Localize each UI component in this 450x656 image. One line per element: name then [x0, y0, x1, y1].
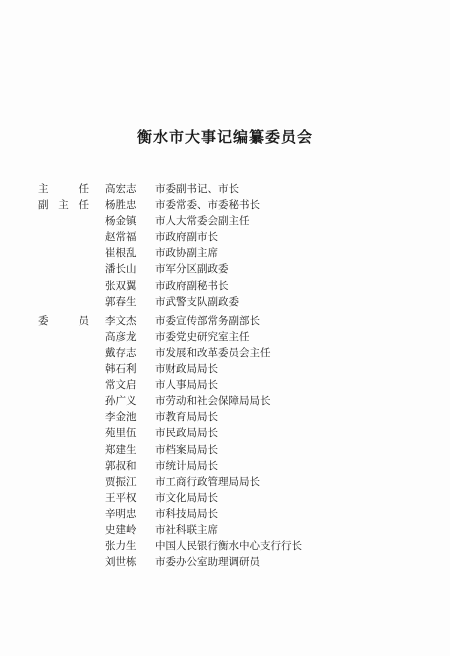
member-row [38, 329, 405, 345]
member-name: 苑里伍 [105, 427, 137, 440]
member-post: 市政府副秘书长 [155, 279, 229, 292]
member-role [38, 538, 105, 554]
member-role [38, 506, 105, 522]
role-character: 主 [58, 199, 69, 212]
member-role [38, 442, 105, 458]
member-row [38, 261, 405, 277]
member-role [38, 197, 89, 213]
member-role [38, 329, 105, 345]
member-row [38, 245, 405, 261]
member-post: 市政府副市长 [155, 231, 218, 244]
member-post: 市人事局局长 [155, 379, 218, 392]
member-role [38, 245, 105, 261]
member-post: 市统计局局长 [155, 459, 218, 472]
member-row [38, 393, 405, 409]
member-role [38, 313, 89, 329]
member-name: 戴存志 [105, 346, 137, 359]
member-post: 市委宣传部常务副部长 [155, 314, 260, 327]
member-name: 赵常福 [105, 231, 137, 244]
member-row [38, 490, 405, 506]
member-post: 市军分区副政委 [155, 263, 229, 276]
member-role [38, 393, 105, 409]
member-row [38, 425, 405, 441]
member-name: 孙广义 [105, 395, 137, 408]
member-role [38, 213, 105, 229]
member-post: 市劳动和社会保障局局长 [155, 395, 271, 408]
member-name: 张力生 [105, 540, 137, 553]
member-name: 常文启 [105, 379, 137, 392]
member-post: 市政协副主席 [155, 247, 218, 260]
member-role [38, 229, 105, 245]
member-post: 市档案局局长 [155, 443, 218, 456]
member-role [38, 345, 105, 361]
member-post: 市文化局局长 [155, 491, 218, 504]
member-name: 辛明忠 [105, 507, 137, 520]
member-row [38, 506, 405, 522]
member-name: 高宏志 [105, 183, 137, 195]
member-row [38, 409, 405, 425]
member-row [38, 554, 405, 570]
member-name: 史建岭 [105, 523, 137, 536]
member-name: 王平权 [105, 491, 137, 504]
member-post: 市发展和改革委员会主任 [155, 346, 271, 359]
member-name: 韩石利 [105, 363, 137, 376]
member-row [38, 377, 405, 393]
member-name: 李文杰 [105, 314, 137, 327]
member-row [38, 229, 405, 245]
member-post: 市科技局局长 [155, 507, 218, 520]
member-role [38, 278, 105, 294]
member-role [38, 261, 105, 277]
member-row [38, 345, 405, 361]
member-name: 崔根乱 [105, 247, 137, 260]
member-row [38, 442, 405, 458]
member-role [38, 294, 105, 310]
committee-roster [38, 181, 405, 570]
role-character: 主 [38, 183, 49, 195]
member-post: 市委常委、市委秘书长 [155, 199, 260, 212]
member-role [38, 474, 105, 490]
member-post: 市人大常委会副主任 [155, 215, 250, 228]
member-row [38, 522, 405, 538]
member-row [38, 474, 405, 490]
member-name: 贾振江 [105, 475, 137, 488]
member-post: 市社科联主席 [155, 523, 218, 536]
member-row [38, 538, 405, 554]
page-title: 衡水市大事记编纂委员会 [136, 128, 313, 146]
member-name: 郭春生 [105, 295, 137, 308]
member-row [38, 458, 405, 474]
member-name: 郑建生 [105, 443, 137, 456]
member-name: 杨胜忠 [105, 199, 137, 212]
member-role [38, 377, 105, 393]
member-role [38, 554, 105, 570]
member-role [38, 181, 89, 197]
member-post: 市民政局局长 [155, 427, 218, 440]
member-role [38, 458, 105, 474]
member-name: 张双翼 [105, 279, 137, 292]
member-role [38, 425, 105, 441]
member-post: 市教育局局长 [155, 411, 218, 424]
member-name: 潘长山 [105, 263, 137, 276]
member-name: 李金池 [105, 411, 137, 424]
role-character: 副 [38, 199, 49, 212]
member-name: 刘世栋 [105, 556, 137, 569]
member-role [38, 361, 105, 377]
member-post: 市委办公室助理调研员 [155, 556, 260, 569]
member-name: 郭叔和 [105, 459, 137, 472]
member-name: 杨金镇 [105, 215, 137, 228]
member-row [38, 278, 405, 294]
role-character: 任 [78, 199, 89, 212]
member-role [38, 522, 105, 538]
member-post: 中国人民银行衡水中心支行行长 [155, 540, 302, 553]
member-post: 市委党史研究室主任 [155, 330, 250, 343]
member-role [38, 490, 105, 506]
member-post: 市财政局局长 [155, 363, 218, 376]
member-row [38, 294, 405, 310]
member-post: 市工商行政管理局局长 [155, 475, 260, 488]
member-row [38, 181, 405, 197]
member-role [38, 409, 105, 425]
member-post: 市武警支队副政委 [155, 295, 239, 308]
member-row [38, 197, 405, 213]
member-post: 市委副书记、市长 [155, 183, 239, 195]
member-row [38, 361, 405, 377]
member-row [38, 213, 405, 229]
member-name: 高彦龙 [105, 330, 137, 343]
role-character: 委 [38, 314, 49, 327]
member-row [38, 313, 405, 329]
role-character: 员 [78, 314, 89, 327]
role-character: 任 [78, 183, 89, 195]
